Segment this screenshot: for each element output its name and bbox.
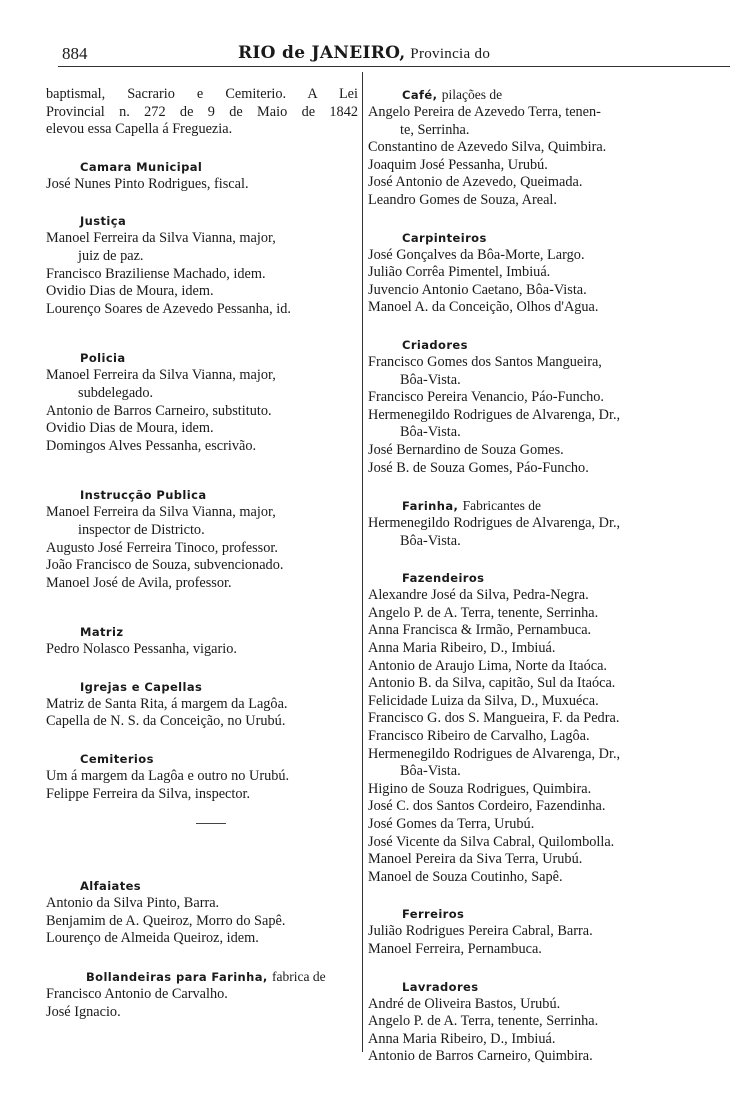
list-item: Antonio de Araujo Lima, Norte da Itaóca. xyxy=(368,657,607,674)
list-item: Antonio de Barros Carneiro, substituto. xyxy=(46,402,272,419)
list-item: Ovidio Dias de Moura, idem. xyxy=(46,283,214,300)
header-rule xyxy=(58,66,730,67)
list-item: Matriz de Santa Rita, á margem da Lagôa. xyxy=(46,695,288,712)
list-item: Antonio da Silva Pinto, Barra. xyxy=(46,895,220,912)
left-column xyxy=(46,86,358,1021)
list-item: José Gonçalves da Bôa-Morte, Largo. xyxy=(368,246,585,263)
list-item: André de Oliveira Bastos, Urubú. xyxy=(368,995,561,1012)
list-item: Anna Maria Ribeiro, D., Imbiuá. xyxy=(368,640,556,657)
list-item: Manoel Pereira da Siva Terra, Urubú. xyxy=(368,851,583,868)
list-item: Anna Francisca & Irmão, Pernambuca. xyxy=(368,622,592,639)
section-heading-matriz: Matriz xyxy=(80,625,124,640)
column-divider xyxy=(362,72,363,1052)
list-item: juiz de paz. xyxy=(78,247,144,264)
list-item: José Nunes Pinto Rodrigues, fiscal. xyxy=(46,175,249,192)
list-item: Augusto José Ferreira Tinoco, professor. xyxy=(46,539,278,556)
list-item: Angelo P. de A. Terra, tenente, Serrinha. xyxy=(368,1013,599,1030)
list-item: Manoel Ferreira da Silva Vianna, major, xyxy=(46,367,276,384)
list-item: Felicidade Luiza da Silva, D., Muxuéca. xyxy=(368,692,599,709)
list-item: Angelo Pereira de Azevedo Terra, tenen- xyxy=(368,104,601,120)
heading-suffix: Fabricantes de xyxy=(462,498,542,514)
title-sub: Provincia do xyxy=(410,46,491,62)
heading-suffix: pilações de xyxy=(441,87,503,102)
intro-line: elevou essa Capella á Freguezia. xyxy=(46,121,233,138)
section-heading-cemiterios: Cemiterios xyxy=(80,752,154,767)
list-item: José B. de Souza Gomes, Páo-Funcho. xyxy=(368,459,589,476)
list-item: Benjamim de A. Queiroz, Morro do Sapê. xyxy=(46,912,286,929)
list-item: Lourenço Soares de Azevedo Pessanha, id. xyxy=(46,300,291,317)
list-item: Francisco Gomes dos Santos Mangueira, xyxy=(368,353,602,370)
title-main: RIO de JANEIRO, xyxy=(238,43,406,63)
list-item: Francisco Pereira Venancio, Páo-Funcho. xyxy=(368,389,604,406)
list-item: Bôa-Vista. xyxy=(400,763,461,780)
section-heading-camara: Camara Municipal xyxy=(80,159,203,174)
list-item: Bôa-Vista. xyxy=(400,532,461,549)
right-column xyxy=(368,86,690,1066)
section-heading-farinha xyxy=(368,497,690,515)
list-item: Juvencio Antonio Caetano, Bôa-Vista. xyxy=(368,281,587,298)
list-item: Um á margem da Lagôa e outro no Urubú. xyxy=(46,768,290,785)
list-item: Felippe Ferreira da Silva, inspector. xyxy=(46,785,251,802)
list-item: Antonio B. da Silva, capitão, Sul da Itaóca. xyxy=(368,675,616,692)
page-number: 884 xyxy=(62,44,88,63)
list-item: José Gomes da Terra, Urubú. xyxy=(368,816,535,832)
list-item: Francisco G. dos S. Mangueira, F. da Pedra. xyxy=(368,710,620,727)
section-heading-policia: Policia xyxy=(80,351,126,366)
list-item: Francisco Braziliense Machado, idem. xyxy=(46,265,266,282)
list-item: Hermenegildo Rodrigues de Alvarenga, Dr., xyxy=(368,745,621,762)
section-heading-bollandeiras xyxy=(46,968,358,986)
list-item: Antonio de Barros Carneiro, Quimbira. xyxy=(368,1048,593,1065)
list-item: João Francisco de Souza, subvencionado. xyxy=(46,557,284,574)
list-item: Hermenegildo Rodrigues de Alvarenga, Dr., xyxy=(368,515,621,532)
section-heading-alfaiates: Alfaiates xyxy=(80,879,142,894)
list-item: Manoel de Souza Coutinho, Sapê. xyxy=(368,868,563,885)
list-item: Francisco Antonio de Carvalho. xyxy=(46,986,228,1003)
list-item: Manoel Ferreira da Silva Vianna, major, xyxy=(46,504,276,521)
section-heading-ferreiros: Ferreiros xyxy=(402,907,465,922)
list-item: Bôa-Vista. xyxy=(400,371,461,388)
heading-suffix: fabrica de xyxy=(272,969,326,985)
list-item: subdelegado. xyxy=(78,384,154,401)
list-item: Pedro Nolasco Pessanha, vigario. xyxy=(46,641,237,658)
list-item: Julião Corrêa Pimentel, Imbiuá. xyxy=(368,264,551,281)
list-item: Angelo P. de A. Terra, tenente, Serrinha. xyxy=(368,604,599,621)
list-item: Capella de N. S. da Conceição, no Urubú. xyxy=(46,713,286,730)
list-item: Hermenegildo Rodrigues de Alvarenga, Dr., xyxy=(368,406,621,423)
list-item: Bôa-Vista. xyxy=(400,424,461,441)
section-heading-instrucao: Instrucção Publica xyxy=(80,488,207,503)
list-item: José C. dos Santos Cordeiro, Fazendinha. xyxy=(368,798,606,815)
section-heading-lavradores: Lavradores xyxy=(402,979,479,994)
page-title xyxy=(238,42,490,63)
list-item: inspector de Districto. xyxy=(78,521,205,538)
list-item: Constantino de Azevedo Silva, Quimbira. xyxy=(368,139,607,156)
intro-line: baptismal, Sacrario e Cemiterio. A Lei xyxy=(46,86,358,102)
list-item: Francisco Ribeiro de Carvalho, Lagôa. xyxy=(368,728,590,745)
list-item: José Antonio de Azevedo, Queimada. xyxy=(368,174,583,191)
list-item: Manoel José de Avila, professor. xyxy=(46,574,232,591)
list-item: Lourenço de Almeida Queiroz, idem. xyxy=(46,930,259,947)
list-item: Manoel Ferreira, Pernambuca. xyxy=(368,940,542,957)
list-item: Anna Maria Ribeiro, D., Imbiuá. xyxy=(368,1030,556,1047)
list-item: Manoel Ferreira da Silva Vianna, major, xyxy=(46,230,276,247)
list-item: Higino de Souza Rodrigues, Quimbira. xyxy=(368,780,592,797)
section-heading-fazendeiros: Fazendeiros xyxy=(402,571,485,586)
heading-text: Farinha, xyxy=(402,499,459,514)
page-header xyxy=(0,42,736,68)
list-item: Joaquim José Pessanha, Urubú. xyxy=(368,156,548,173)
list-item: Domingos Alves Pessanha, escrivão. xyxy=(46,437,257,454)
section-heading-justica: Justiça xyxy=(80,214,127,229)
intro-line: Provincial n. 272 de 9 de Maio de 1842 xyxy=(46,103,358,120)
list-item: Julião Rodrigues Pereira Cabral, Barra. xyxy=(368,923,593,940)
list-item: Leandro Gomes de Souza, Areal. xyxy=(368,191,557,208)
section-heading-cafe xyxy=(368,86,690,104)
list-item: José Vicente da Silva Cabral, Quilombolla. xyxy=(368,833,615,850)
list-item: Manoel A. da Conceição, Olhos d'Agua. xyxy=(368,299,599,316)
section-heading-igrejas: Igrejas e Capellas xyxy=(80,679,203,694)
section-heading-carpinteiros: Carpinteiros xyxy=(402,230,487,245)
section-heading-criadores: Criadores xyxy=(402,337,468,352)
heading-text: Café, xyxy=(402,88,438,102)
list-item: Ovidio Dias de Moura, idem. xyxy=(46,420,214,437)
heading-text: Bollandeiras para Farinha, xyxy=(86,970,268,985)
list-item: Alexandre José da Silva, Pedra-Negra. xyxy=(368,587,589,604)
list-item: José Bernardino de Souza Gomes. xyxy=(368,441,564,458)
list-item: José Ignacio. xyxy=(46,1003,121,1020)
list-item: te, Serrinha. xyxy=(400,121,470,138)
